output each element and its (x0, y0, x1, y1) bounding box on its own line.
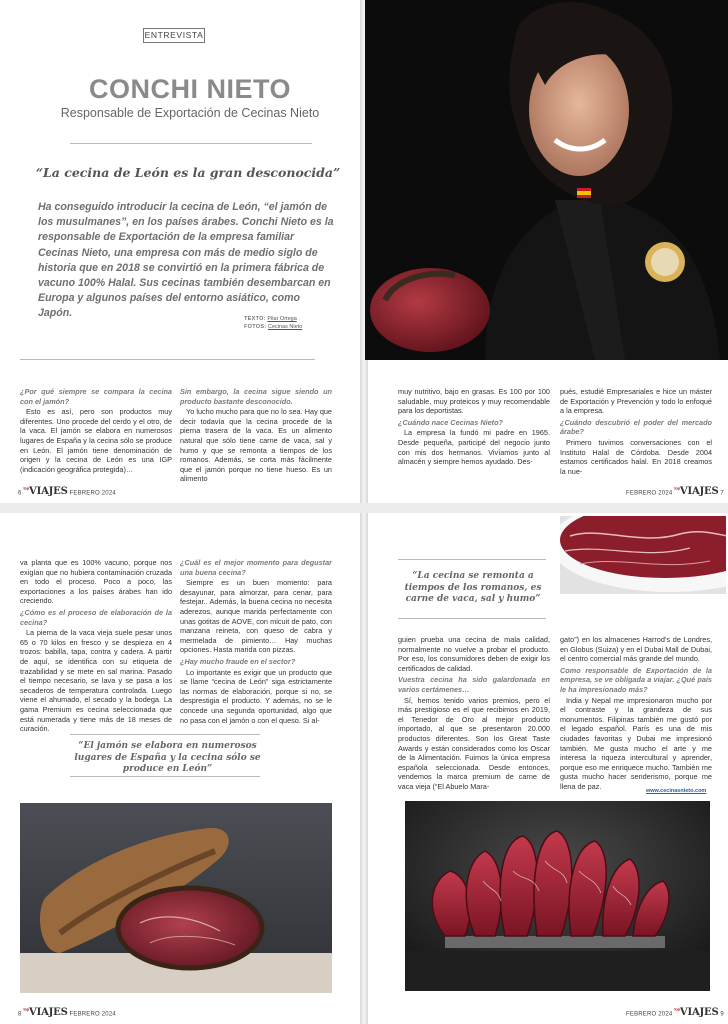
article-title: CONCHI NIETO (88, 74, 291, 104)
text-column (560, 635, 712, 793)
question: ¿Cuándo nace Cecinas Nieto? (398, 417, 504, 427)
portrait-photo (365, 0, 728, 360)
answer: guien prueba una cecina de mala calidad, normalmente no vuelve a probar el producto. Por eso, los consumidores deben de exigir los certificados de calidad. (398, 635, 550, 673)
ham-cecina-photo (20, 803, 332, 993)
question: ¿Hay mucho fraude en el sector? (180, 656, 296, 666)
question: ¿Cómo es el proceso de elaboración de la cecina? (20, 607, 172, 627)
text-column (398, 387, 550, 468)
question: ¿Cuál es el mejor momento para degustar una buena cecina? (180, 558, 332, 577)
page-number: 6 (18, 490, 22, 497)
text-column (398, 635, 550, 793)
credit-text-label: TEXTO: (244, 316, 266, 322)
answer: La pierna de la vaca vieja suele pesar unos 65 o 70 kilos en fresco y se despieza en 4 trozos: babilla, tapa, contra y cadera. A partir de aquí, se identifica con su etiqueta de trazabilidad y se mete en sal marina. Pasado el tiempo necesario, se lava y se pasa a los secaderos de temperatura controlada. Luego viene el ahumado, el secado y la bodega. La gama Premium es cecina seleccionada que está numerada y tiene más de 18 meses de curación. (20, 628, 172, 734)
issue-date: FEBRERO 2024 (626, 1011, 673, 1018)
sliced-cecina-photo (560, 516, 726, 594)
website-link[interactable]: www.cecinasnieto.com (646, 788, 707, 794)
credits (244, 315, 302, 331)
magazine-logo: $^{top}$VIAJES (674, 486, 719, 498)
cecina-slices-photo (405, 801, 710, 991)
answer: muy nutritivo, bajo en grasas. Es 100 por 100 saludable, muy proteicos y muy recomendable para los deportistas. (398, 387, 550, 416)
magazine-logo: $^{top}$VIAJES (23, 1007, 68, 1019)
answer: Lo importante es exigir que un producto que se llame “cecina de León” siga estrictamente las normas de elaboración, porque si no, se desprestigia el producto. Y además, no se le concede una segunda oportunidad, algo que no pasa con el jamón o con el queso. Si al- (180, 667, 332, 725)
magazine-logo: $^{top}$VIAJES (674, 1007, 719, 1019)
question: ¿Cuándo descubrió el poder del mercado árabe? (560, 417, 712, 437)
text-column (180, 558, 332, 726)
divider (398, 618, 546, 619)
divider (70, 734, 260, 735)
issue-date: FEBRERO 2024 (626, 490, 673, 497)
answer: va planta que es 100% vacuno, porque nos exigían que no hubiera contaminación cruzada en todo el proceso. Poco a poco, las exportaciones a los países árabes han ido creciendo. (20, 558, 172, 606)
section-tag: ENTREVISTA (143, 28, 205, 43)
lead-paragraph: Ha conseguido introducir la cecina de León, “el jamón de los musulmanes”, en los países árabes. Conchi Nieto es la responsable de Exportación de la empresa familiar Cecinas Nieto, una empresa con más de medio siglo de historia que en 2018 se convirtió en la primera fábrica de vacuno 100% Halal. Sus cecinas también desembarcan en Europa y algunos países del entorno asiático, como Japón. (38, 201, 334, 320)
divider (398, 559, 546, 560)
magazine-spread-bottom (0, 513, 728, 1024)
answer: India y Nepal me impresionaron mucho por el contraste y la grandeza de sus monumentos. Filipinas también me gustó por el legado español. París es una de mis ciudades favoritas y Dubai me impresionó también. Me gusta mucho el arte y me interesa la riqueza intercultural y aprender, porque eso me enriquece mucho. También me gusta mucho hacer senderismo, porque me llena de paz. (560, 695, 712, 791)
pull-quote: “El jamón se elabora en numerosos lugares de España y la cecina sólo se produce en León” (74, 741, 261, 774)
magazine-spread-top (0, 0, 728, 503)
text-column (20, 387, 172, 475)
text-column (180, 387, 332, 485)
answer: La empresa la fundó mi padre en 1965. Desde pequeña, participé del negocio junto con mis dos hermanos. Vivíamos junto al almacén y siempre hemos ayudado. Des- (398, 428, 550, 467)
answer: Siempre es un buen momento: para desayunar, para almorzar, para cenar, para festejar.. Además, la buena cecina no necesita aderezos, aunque marida perfectamente con unas gotitas de AOVE, con micuit de pato, con manzana reineta, con queso de cabra y mermelada de pimiento… Hay muchas opciones. Hasta marida con pizzas. (180, 578, 332, 655)
page-gutter (360, 513, 368, 1024)
answer: Sí, hemos tenido varios premios, pero el más prestigioso es el que recibimos en 2019, el Tenedor de Oro al mejor producto importado, al que se presentaron 20.000 productos diferentes. Son los Great Taste Awards y están considerados como los Oscar de la Alimentación. Fuimos la única empresa española seleccionada. Desde entonces, vendemos la marca premium de carne de vaca vieja (“El Abuelo Mara- (398, 695, 550, 791)
answer: gato”) en los almacenes Harrod’s de Londres, en Globus (Suiza) y en el Dubai Mall de Dubai, el centro comercial más grande del mundo. (560, 635, 712, 664)
pull-quote: “La cecina se remonta a tiempos de los romanos, es carne de vaca, sal y humo” (404, 571, 542, 604)
issue-date: FEBRERO 2024 (69, 490, 116, 497)
question: Sin embargo, la cecina sigue siendo un producto bastante desconocido. (180, 387, 332, 406)
credit-text-name: Pilar Ortega (267, 316, 297, 322)
question: ¿Por qué siempre se compara la cecina con el jamón? (20, 387, 172, 406)
magazine-logo: $^{top}$VIAJES (23, 486, 68, 498)
issue-date: FEBRERO 2024 (69, 1011, 116, 1018)
question: Como responsable de Exportación de la empresa, se ve obligada a viajar. ¿Qué país le ha impresionado más? (560, 665, 712, 694)
page-number: 7 (720, 490, 724, 497)
answer: Yo lucho mucho para que no lo sea. Hay que decir todavía que la cecina procede de la pierna trasera de la vaca. Es un alimento natural que sólo tiene carne de vaca, sal y humo y que se remonta a tiempos de los romanos. Además, se corta más fácilmente que el jamón porque no tiene hueso. Es un alimento (180, 407, 332, 484)
answer: Esto es así, pero son productos muy diferentes. Uno procede del cerdo y el otro, de la vaca. El jamón se elabora en numerosos lugares de España y la cecina sólo se produce en León. El jamón tiene denominación de origen y la cecina de León es una IGP (indicación geográfica protegida)… (20, 407, 172, 474)
text-column (20, 558, 172, 735)
question: Vuestra cecina ha sido galardonada en varios certámenes… (398, 675, 550, 694)
text-column (560, 387, 712, 477)
credit-photo-label: FOTOS: (244, 324, 267, 330)
divider (70, 776, 260, 777)
headline-quote: “La cecina de León es la gran desconocida” (35, 165, 341, 180)
footer-right (626, 486, 724, 497)
footer-left (18, 1007, 116, 1018)
divider (70, 143, 312, 144)
page-number: 9 (720, 1011, 724, 1018)
divider (20, 359, 315, 360)
answer: pués, estudié Empresariales e hice un máster de Exportación y Prevención y todo lo enfoqué a la empresa. (560, 387, 712, 416)
page-number: 8 (18, 1011, 22, 1018)
footer-right (626, 1007, 724, 1018)
credit-photo-name: Cecinas Nieto (268, 324, 303, 330)
footer-left (18, 486, 116, 497)
article-subtitle: Responsable de Exportación de Cecinas Nieto (60, 106, 320, 120)
answer: Primero tuvimos conversaciones con el Instituto Halal de Córdoba. Desde 2004 estamos certificados halal. En 2018 creamos la nue- (560, 437, 712, 476)
